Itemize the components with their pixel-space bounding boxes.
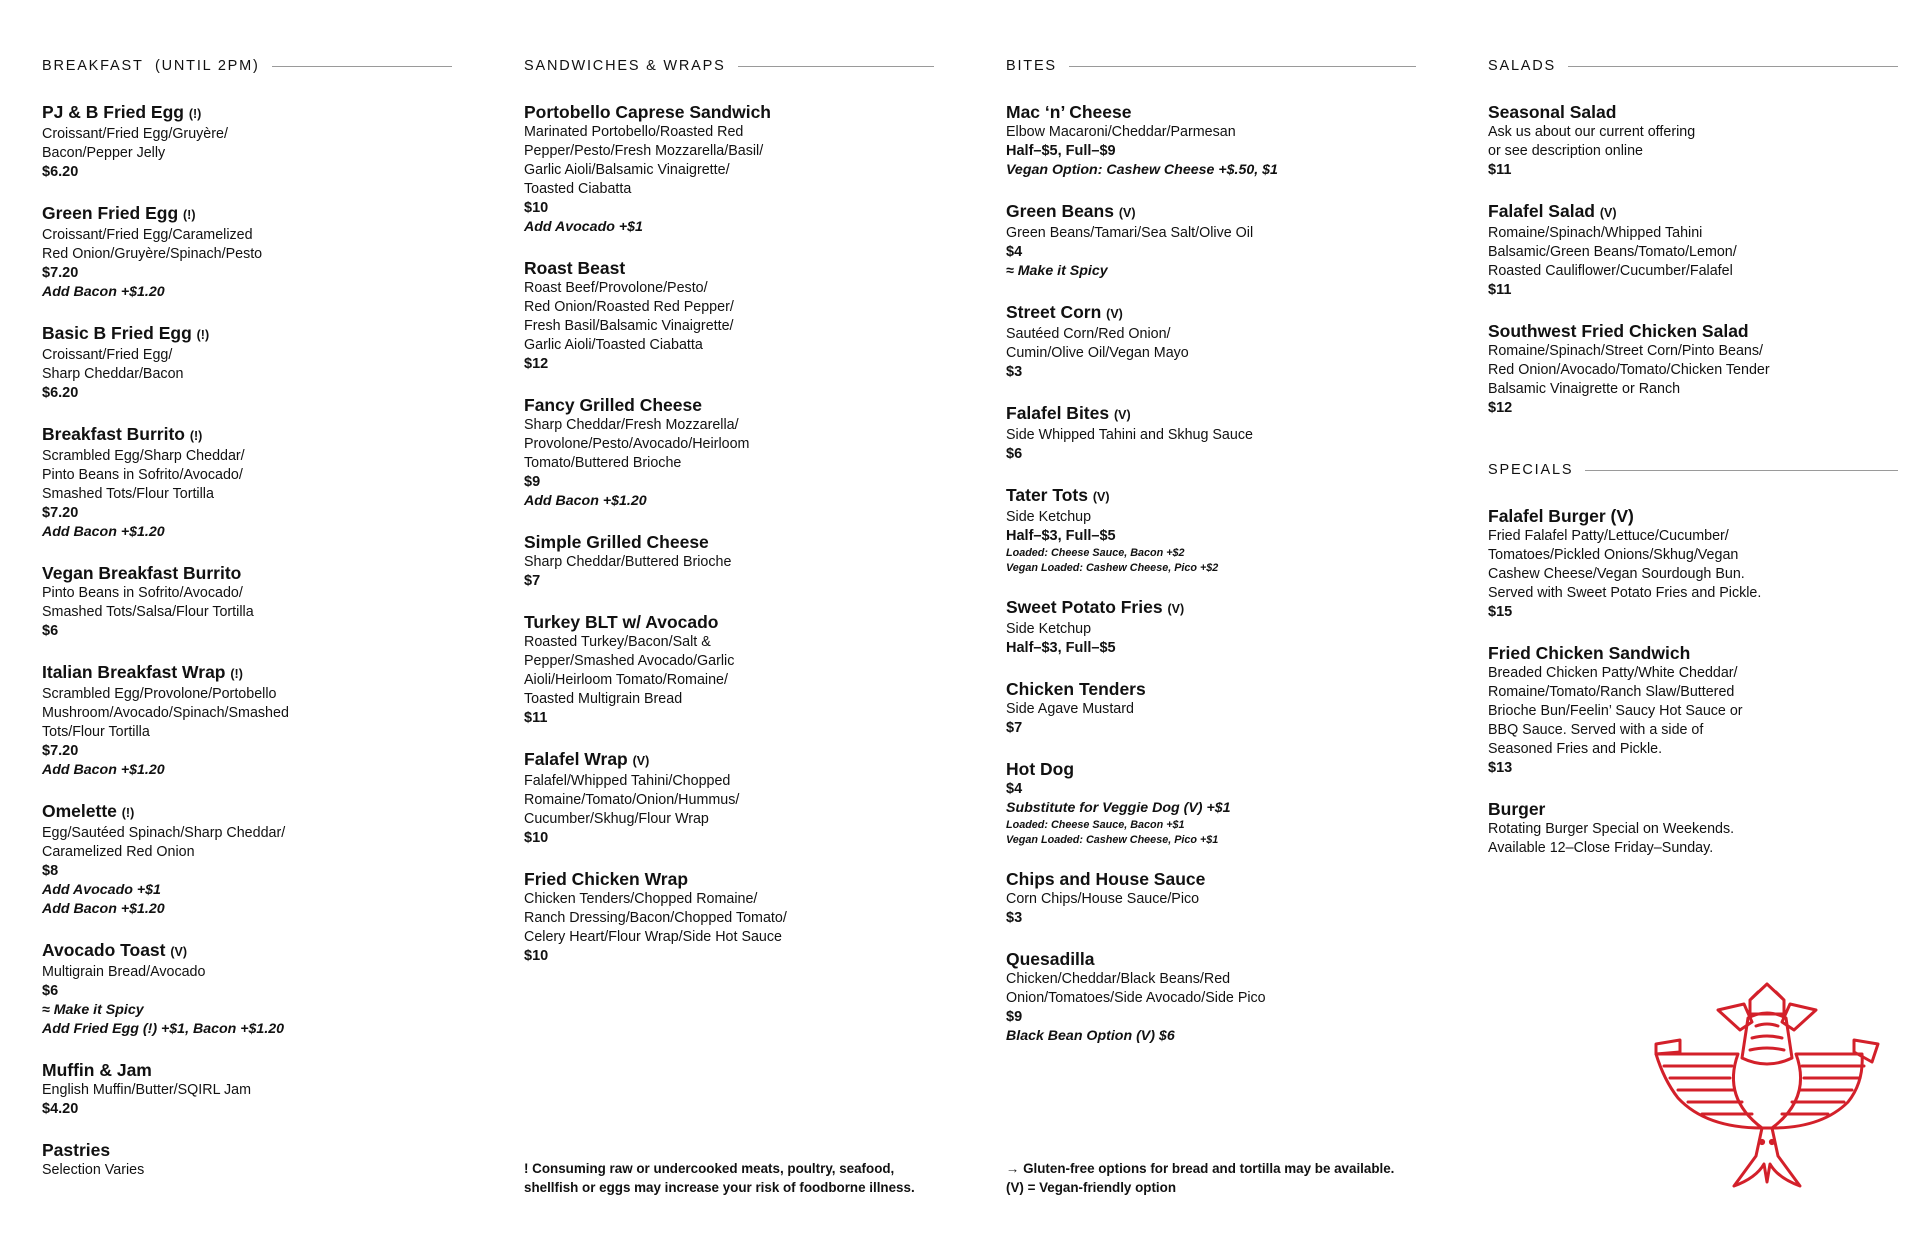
menu-item-title: Pastries	[42, 1140, 111, 1160]
menu-item-price: $6	[42, 983, 59, 999]
menu-item-name	[1488, 799, 1898, 820]
menu-item-description: Chicken/Cheddar/Black Beans/Red Onion/Tomatoes/Side Avocado/Side Pico	[1006, 971, 1266, 1006]
menu-item-price: $9	[1006, 1009, 1023, 1025]
menu-item-addon: Vegan Option: Cashew Cheese +$.50, $1	[1006, 162, 1278, 178]
menu-item-name	[524, 258, 934, 279]
menu-item-title: Chips and House Sauce	[1006, 869, 1206, 889]
menu-item	[1006, 597, 1416, 658]
menu-item	[524, 395, 934, 511]
menu-item-name	[42, 801, 452, 824]
menu-item-addon: Add Bacon +$1.20	[42, 284, 165, 300]
raw-food-warning: ! Consuming raw or undercooked meats, poultry, seafood, shellfish or eggs may increase your risk of foodborne illness.	[524, 1161, 915, 1195]
menu-section-specials	[1488, 462, 1898, 858]
menu-item-name	[1488, 102, 1898, 123]
section-header	[524, 58, 934, 74]
menu-item-price: $7.20	[42, 265, 79, 281]
menu-item-title: Hot Dog	[1006, 759, 1075, 779]
menu-item-price: $12	[1488, 400, 1513, 416]
menu-item-title: Green Fried Egg	[42, 203, 179, 223]
menu-item-name	[42, 203, 452, 226]
menu-item-tag: (V)	[1113, 408, 1131, 422]
menu-item-title: Southwest Fried Chicken Salad	[1488, 321, 1749, 341]
menu-item-name	[524, 102, 934, 123]
menu-item-name	[524, 612, 934, 633]
section-header	[1006, 58, 1416, 74]
menu-item-loaded-option: Loaded: Cheese Sauce, Bacon +$1	[1006, 819, 1185, 831]
menu-column-2	[524, 58, 934, 987]
menu-item-tag: (V)	[1118, 206, 1136, 220]
menu-item-addon: Add Fried Egg (!) +$1, Bacon +$1.20	[42, 1021, 285, 1037]
menu-item-tag: (V)	[1092, 490, 1110, 504]
menu-item-name	[1006, 949, 1416, 970]
menu-item-title: Turkey BLT w/ Avocado	[524, 612, 719, 632]
menu-item-price: $11	[524, 710, 548, 726]
menu-item-price: $13	[1488, 760, 1513, 776]
menu-item-addon: Add Bacon +$1.20	[42, 762, 165, 778]
menu-item-title: Quesadilla	[1006, 949, 1095, 969]
menu-item-price: $6	[1006, 446, 1023, 462]
menu-item-price: Half–$3, Full–$5	[1006, 640, 1116, 656]
menu-item-price: Half–$5, Full–$9	[1006, 143, 1116, 159]
menu-item-title: Green Beans	[1006, 201, 1114, 221]
menu-item-title: Burger	[1488, 799, 1546, 819]
section-title: SANDWICHES & WRAPS	[524, 58, 726, 74]
menu-item-tag: (V)	[1106, 307, 1123, 321]
menu-item-price: $8	[42, 863, 59, 879]
menu-item-addon: Add Bacon +$1.20	[42, 524, 165, 540]
menu-section-bites	[1006, 58, 1416, 1046]
section-divider	[738, 66, 934, 67]
menu-item-tag: (!)	[230, 667, 243, 681]
menu-item	[42, 662, 452, 780]
menu-item-description: Romaine/Spinach/Whipped Tahini Balsamic/Green Beans/Tomato/Lemon/ Roasted Cauliflower/Cucumber/Falafel	[1488, 225, 1737, 279]
menu-item	[42, 424, 452, 542]
menu-item	[524, 532, 934, 591]
menu-item-name	[1006, 759, 1416, 780]
menu-item-title: Fried Chicken Sandwich	[1488, 643, 1691, 663]
menu-item	[1488, 643, 1898, 778]
menu-item	[42, 940, 452, 1039]
menu-item-title: Street Corn	[1006, 302, 1102, 322]
menu-item-title: Simple Grilled Cheese	[524, 532, 709, 552]
menu-item-title: Portobello Caprese Sandwich	[524, 102, 771, 122]
menu-item-description: Selection Varies	[42, 1162, 145, 1178]
menu-item-price: $7.20	[42, 505, 79, 521]
menu-item	[1006, 403, 1416, 464]
menu-item-name	[42, 1060, 452, 1081]
menu-item-price: $3	[1006, 910, 1023, 926]
menu-item-description: Side Whipped Tahini and Skhug Sauce	[1006, 427, 1253, 443]
menu-item-name	[524, 869, 934, 890]
menu-item	[1006, 201, 1416, 281]
menu-item-name	[1006, 597, 1416, 620]
menu-item-addon: ≈ Make it Spicy	[42, 1002, 144, 1018]
menu-item-name	[42, 102, 452, 125]
menu-item	[1488, 506, 1898, 622]
menu-item-tag: (!)	[188, 107, 202, 121]
menu-column-1	[42, 58, 452, 1201]
section-title: BITES	[1006, 58, 1057, 74]
menu-item	[1488, 321, 1898, 418]
menu-item-title: Roast Beast	[524, 258, 626, 278]
menu-item-title: Falafel Bites	[1006, 403, 1110, 423]
menu-column-4	[1488, 58, 1898, 879]
menu-item-loaded-option: Vegan Loaded: Cashew Cheese, Pico +$2	[1006, 562, 1219, 574]
menu-item-description: Sharp Cheddar/Fresh Mozzarella/ Provolone/Pesto/Avocado/Heirloom Tomato/Buttered Brioche	[524, 417, 750, 471]
menu-item-price: $4	[1006, 244, 1023, 260]
menu-item-description: Rotating Burger Special on Weekends. Available 12–Close Friday–Sunday.	[1488, 821, 1735, 856]
menu-item-name	[1488, 321, 1898, 342]
menu-item	[524, 869, 934, 966]
menu-item-description: Scrambled Egg/Provolone/Portobello Mushroom/Avocado/Spinach/Smashed Tots/Flour Tortilla	[42, 686, 289, 740]
menu-item-title: Vegan Breakfast Burrito	[42, 563, 242, 583]
menu-item-description: Fried Falafel Patty/Lettuce/Cucumber/ Tomatoes/Pickled Onions/Skhug/Vegan Cashew Cheese/Vegan Sourdough Bun. Served with Sweet Potato Fries and Pickle.	[1488, 528, 1762, 601]
menu-item	[1006, 102, 1416, 180]
menu-item-price: $7	[1006, 720, 1023, 736]
menu-item-price: $10	[524, 948, 549, 964]
menu-item-description: Chicken Tenders/Chopped Romaine/ Ranch Dressing/Bacon/Chopped Tomato/ Celery Heart/Flour Wrap/Side Hot Sauce	[524, 891, 787, 945]
menu-item-description: Multigrain Bread/Avocado	[42, 964, 206, 980]
menu-item-description: Breaded Chicken Patty/White Cheddar/ Romaine/Tomato/Ranch Slaw/Buttered Brioche Bun/Feelin’ Saucy Hot Sauce or BBQ Sauce. Served with a side of Seasoned Fries and Pickle.	[1488, 665, 1743, 757]
menu-item-title: Breakfast Burrito	[42, 424, 185, 444]
section-title: SALADS	[1488, 58, 1557, 74]
menu-item	[42, 102, 452, 182]
menu-item-title: Muffin & Jam	[42, 1060, 152, 1080]
section-header	[1488, 58, 1898, 74]
menu-item-addon: Add Avocado +$1	[42, 882, 161, 898]
menu-item-name	[1006, 679, 1416, 700]
menu-section-breakfast-until-2pm	[42, 58, 452, 1180]
menu-item	[1006, 485, 1416, 576]
section-divider	[1568, 66, 1898, 67]
menu-item-tag: (!)	[183, 208, 196, 222]
menu-item-title: Falafel Salad	[1488, 201, 1595, 221]
menu-item-description: Pinto Beans in Sofrito/Avocado/ Smashed Tots/Salsa/Flour Tortilla	[42, 585, 254, 620]
menu-item-description: English Muffin/Butter/SQIRL Jam	[42, 1082, 251, 1098]
menu-item-price: $4.20	[42, 1101, 79, 1117]
bird-logo-icon	[1652, 978, 1882, 1198]
menu-item-price: $11	[1488, 162, 1512, 178]
menu-item-tag: (!)	[189, 429, 203, 443]
menu-item-price: $7	[524, 573, 541, 589]
menu-item-price: $12	[524, 356, 549, 372]
menu-item-title: Chicken Tenders	[1006, 679, 1146, 699]
menu-item-name	[1006, 485, 1416, 508]
menu-item	[1006, 949, 1416, 1046]
menu-item-tag: (!)	[196, 328, 210, 342]
menu-item-name	[42, 940, 452, 963]
menu-item-tag: (V)	[1599, 206, 1617, 220]
menu-item-title: Avocado Toast	[42, 940, 166, 960]
menu-item-title: Falafel Wrap	[524, 749, 628, 769]
menu-item-title: PJ & B Fried Egg	[42, 102, 184, 122]
menu-item-tag: (!)	[121, 806, 135, 820]
section-divider	[272, 66, 452, 67]
menu-item-price: Half–$3, Full–$5	[1006, 528, 1116, 544]
menu-item-name	[1488, 201, 1898, 224]
menu-item-title: Seasonal Salad	[1488, 102, 1617, 122]
menu-item-name	[42, 1140, 452, 1161]
gluten-vegan-note: → Gluten-free options for bread and tortilla may be available. (V) = Vegan-friendly option	[1006, 1161, 1395, 1195]
menu-item-title: Mac ‘n’ Cheese	[1006, 102, 1132, 122]
section-title: BREAKFAST (UNTIL 2PM)	[42, 58, 260, 74]
menu-column-3	[1006, 58, 1416, 1067]
menu-item	[1488, 201, 1898, 300]
menu-item-name	[1488, 506, 1898, 527]
menu-item-description: Elbow Macaroni/Cheddar/Parmesan	[1006, 124, 1236, 140]
menu-item-name	[1006, 869, 1416, 890]
menu-item-description: Scrambled Egg/Sharp Cheddar/ Pinto Beans in Sofrito/Avocado/ Smashed Tots/Flour Tortilla	[42, 448, 245, 502]
menu-item-description: Side Ketchup	[1006, 621, 1092, 637]
menu-section-salads	[1488, 58, 1898, 418]
section-header	[1488, 462, 1898, 478]
menu-item-name	[42, 424, 452, 447]
menu-item-title: Falafel Burger (V)	[1488, 506, 1634, 526]
menu-item-description: Side Ketchup	[1006, 509, 1092, 525]
menu-item-description: Falafel/Whipped Tahini/Chopped Romaine/Tomato/Onion/Hummus/ Cucumber/Skhug/Flour Wrap	[524, 773, 740, 827]
menu-item-description: Croissant/Fried Egg/ Sharp Cheddar/Bacon	[42, 347, 184, 382]
menu-item-price: $10	[524, 830, 549, 846]
menu-item-addon: Black Bean Option (V) $6	[1006, 1028, 1175, 1044]
menu-item-addon: Add Bacon +$1.20	[42, 901, 165, 917]
menu-item	[42, 563, 452, 641]
menu-item-description: Roast Beef/Provolone/Pesto/ Red Onion/Roasted Red Pepper/ Fresh Basil/Balsamic Vinaigrette/ Garlic Aioli/Toasted Ciabatta	[524, 280, 734, 353]
section-header	[42, 58, 452, 74]
menu-item-price: $15	[1488, 604, 1513, 620]
menu-item-loaded-option: Vegan Loaded: Cashew Cheese, Pico +$1	[1006, 834, 1219, 846]
section-divider	[1585, 470, 1898, 471]
menu-item-name	[1488, 643, 1898, 664]
menu-item	[42, 1140, 452, 1180]
menu-item	[1006, 302, 1416, 382]
menu-item-description: Romaine/Spinach/Street Corn/Pinto Beans/ Red Onion/Avocado/Tomato/Chicken Tender Balsamic Vinaigrette or Ranch	[1488, 343, 1770, 397]
menu-item-tag: (V)	[632, 754, 650, 768]
menu-item-description: Roasted Turkey/Bacon/Salt & Pepper/Smashed Avocado/Garlic Aioli/Heirloom Tomato/Romaine/ Toasted Multigrain Bread	[524, 634, 735, 707]
menu-item-price: $6	[42, 623, 59, 639]
menu-item-addon: ≈ Make it Spicy	[1006, 263, 1108, 279]
menu-item-description: Green Beans/Tamari/Sea Salt/Olive Oil	[1006, 225, 1254, 241]
menu-item	[42, 801, 452, 919]
menu-item-price: $6.20	[42, 164, 79, 180]
menu-item-description: Ask us about our current offering or see description online	[1488, 124, 1696, 159]
menu-item-description: Marinated Portobello/Roasted Red Pepper/Pesto/Fresh Mozzarella/Basil/ Garlic Aioli/Balsamic Vinaigrette/ Toasted Ciabatta	[524, 124, 764, 197]
menu-item	[524, 258, 934, 374]
menu-item-price: $4	[1006, 781, 1023, 797]
menu-item-title: Omelette	[42, 801, 117, 821]
menu-item	[42, 1060, 452, 1119]
menu-item	[1006, 679, 1416, 738]
menu-item-price: $11	[1488, 282, 1512, 298]
menu-item-addon: Add Bacon +$1.20	[524, 493, 647, 509]
menu-item	[524, 749, 934, 848]
menu-item-name	[524, 532, 934, 553]
menu-item-name	[1006, 102, 1416, 123]
menu-item-tag: (V)	[1167, 602, 1185, 616]
menu-item-description: Croissant/Fried Egg/Caramelized Red Onion/Gruyère/Spinach/Pesto	[42, 227, 263, 262]
menu-section-sandwiches-wraps	[524, 58, 934, 966]
menu-item-tag: (V)	[170, 945, 188, 959]
menu-item-name	[42, 662, 452, 685]
menu-item-name	[42, 563, 452, 584]
menu-item-title: Fancy Grilled Cheese	[524, 395, 702, 415]
section-title: SPECIALS	[1488, 462, 1574, 478]
menu-item-addon: Add Avocado +$1	[524, 219, 643, 235]
menu-item-description: Egg/Sautéed Spinach/Sharp Cheddar/ Caramelized Red Onion	[42, 825, 286, 860]
menu-item	[1488, 799, 1898, 858]
menu-item-addon: Substitute for Veggie Dog (V) +$1	[1006, 800, 1231, 816]
menu-item-price: $6.20	[42, 385, 79, 401]
menu-item-price: $7.20	[42, 743, 79, 759]
menu-item	[1488, 102, 1898, 180]
menu-item	[1006, 759, 1416, 848]
menu-item	[524, 102, 934, 237]
menu-item-price: $10	[524, 200, 549, 216]
menu-item-description: Croissant/Fried Egg/Gruyère/ Bacon/Pepper Jelly	[42, 126, 228, 161]
menu-item-loaded-option: Loaded: Cheese Sauce, Bacon +$2	[1006, 547, 1185, 559]
menu-item-name	[524, 395, 934, 416]
menu-item	[42, 203, 452, 302]
menu-item-name	[1006, 201, 1416, 224]
menu-item-name	[1006, 403, 1416, 426]
menu-item	[524, 612, 934, 728]
menu-item-name	[524, 749, 934, 772]
menu-item	[1006, 869, 1416, 928]
menu-item-price: $9	[524, 474, 541, 490]
menu-item-description: Sharp Cheddar/Buttered Brioche	[524, 554, 732, 570]
menu-item-title: Sweet Potato Fries	[1006, 597, 1163, 617]
menu-item-price: $3	[1006, 364, 1023, 380]
section-divider	[1069, 66, 1416, 67]
menu-item-title: Fried Chicken Wrap	[524, 869, 689, 889]
menu-item-name	[1006, 302, 1416, 325]
menu-item-description: Corn Chips/House Sauce/Pico	[1006, 891, 1200, 907]
menu-item-title: Tater Tots	[1006, 485, 1088, 505]
menu-item-title: Basic B Fried Egg	[42, 323, 192, 343]
menu-item-title: Italian Breakfast Wrap	[42, 662, 226, 682]
menu-item-name	[42, 323, 452, 346]
menu-item-description: Side Agave Mustard	[1006, 701, 1134, 717]
menu-item-description: Sautéed Corn/Red Onion/ Cumin/Olive Oil/Vegan Mayo	[1006, 326, 1189, 361]
menu-item	[42, 323, 452, 403]
